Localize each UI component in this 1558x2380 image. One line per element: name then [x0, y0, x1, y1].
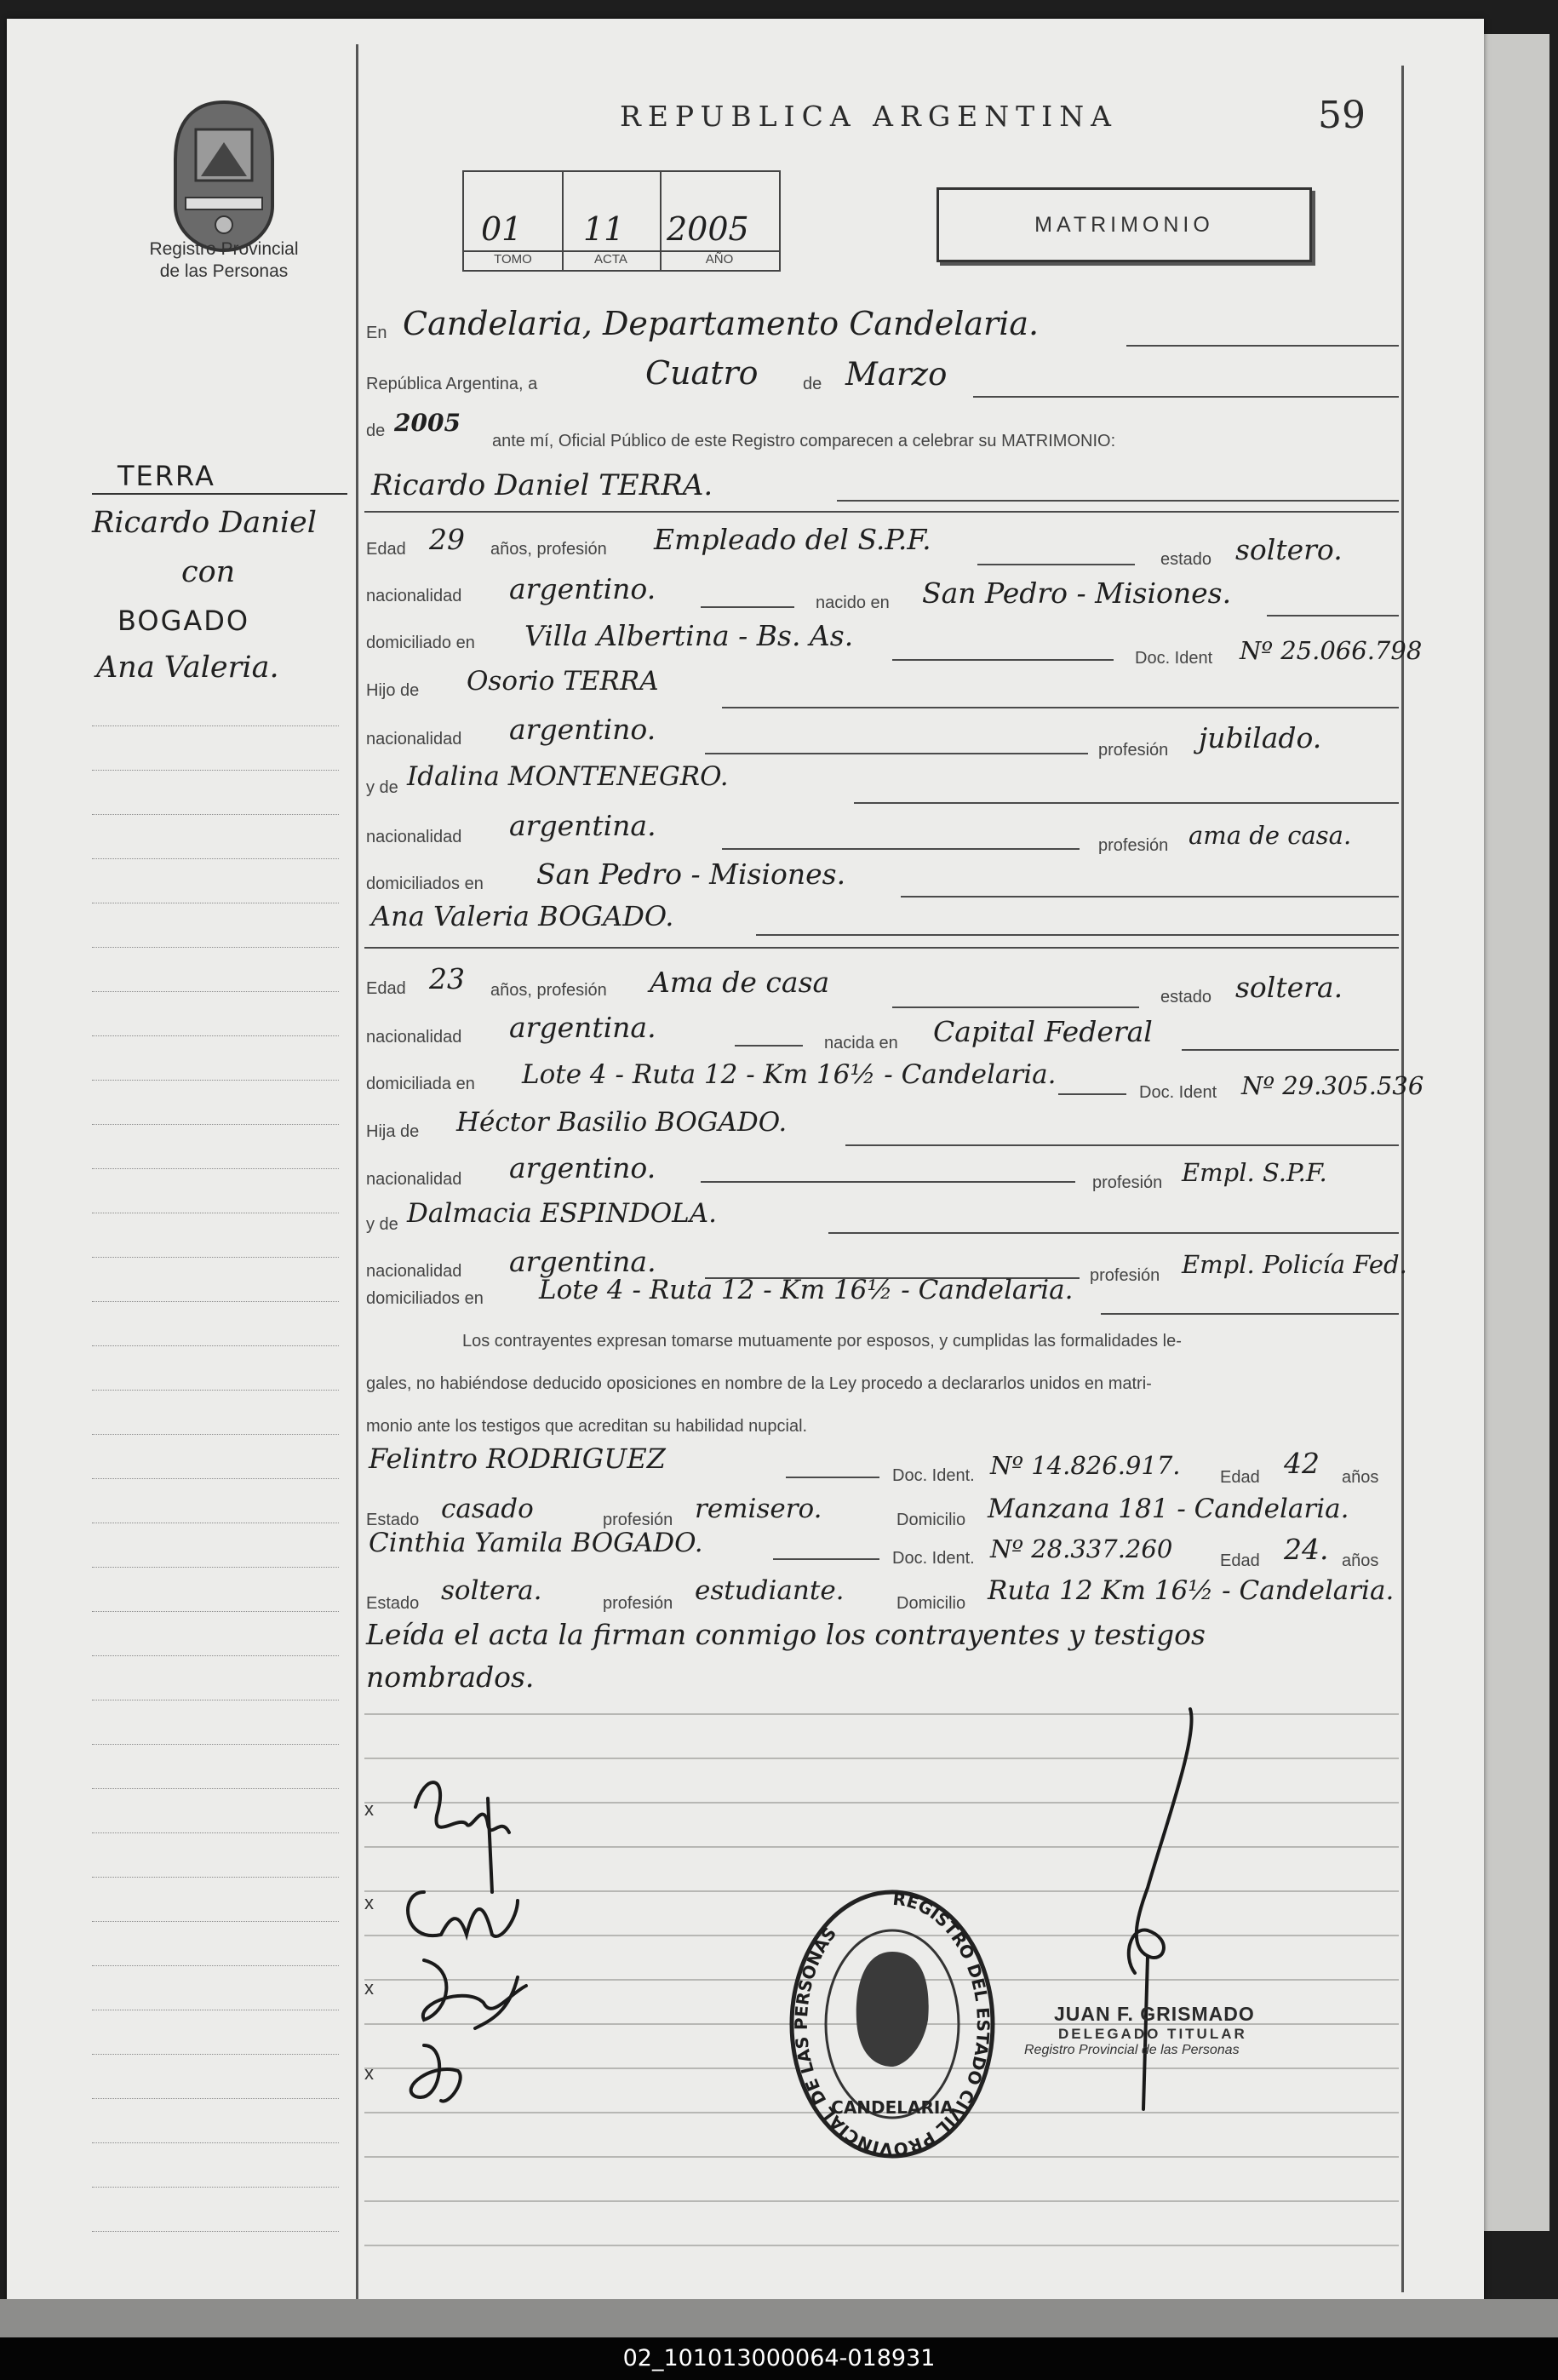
stamp-ring-text: REGISTRO DEL ESTADO CIVIL PROVINCIAL DE LAS PERSONAS: [790, 1888, 994, 2160]
groom-civil-status: soltero.: [1235, 533, 1343, 566]
footer-caption: 02_101013000064-018931: [0, 2337, 1558, 2380]
bride-profesion-label: años, profesión: [490, 981, 607, 1000]
anio-value: 2005: [667, 210, 749, 248]
bride-doc-label: Doc. Ident: [1139, 1083, 1217, 1102]
en-label: En: [366, 324, 387, 342]
groom-domicile: Villa Albertina - Bs. As.: [524, 619, 854, 652]
groom-doc-label: Doc. Ident: [1135, 649, 1213, 668]
official-signature: [1097, 1700, 1224, 2126]
registry-name-line2: de las Personas: [159, 261, 289, 281]
margin-bride-surname: BOGADO: [117, 605, 250, 637]
bride-mother-profession: Empl. Policía Fed.: [1182, 1250, 1407, 1279]
margin-dotted-line: [92, 1655, 339, 1656]
groom-doc: Nº 25.066.798: [1240, 636, 1423, 665]
witness1-doc: Nº 14.826.917.: [990, 1451, 1181, 1480]
tomo-label: TOMO: [494, 252, 532, 267]
declaration-line2: gales, no habiéndose deducido oposiciones en nombre de la Ley procedo a declararlos unidos en matri-: [366, 1374, 1152, 1393]
signature-mark-2: x: [364, 1892, 374, 1913]
bride-birthplace: Capital Federal: [933, 1015, 1153, 1048]
margin-dotted-line: [92, 947, 339, 948]
margin-dotted-line: [92, 2187, 339, 2188]
margin-dotted-line: [92, 1877, 339, 1878]
witness1-profession: remisero.: [695, 1494, 822, 1524]
contracting-party-signatures: [390, 1764, 594, 2122]
groom-mother-label: y de: [366, 778, 398, 797]
day-value: Cuatro: [645, 354, 759, 392]
bride-full-name: Ana Valeria BOGADO.: [371, 900, 674, 932]
bride-father-nationality: argentino.: [509, 1151, 656, 1184]
right-border: [1401, 66, 1404, 2292]
page-edge: [1481, 34, 1549, 2231]
record-number-box: [462, 170, 781, 272]
margin-dotted-line: [92, 1567, 339, 1568]
margin-dotted-line: [92, 1832, 339, 1833]
groom-father-nat-label: nacionalidad: [366, 730, 462, 748]
margin-bride-names: Ana Valeria.: [96, 651, 279, 685]
closing-line2: nombrados.: [366, 1660, 535, 1694]
witness1-edad-label: Edad: [1220, 1468, 1260, 1487]
place-value: Candelaria, Departamento Candelaria.: [403, 305, 1040, 342]
bride-mother-nationality: argentina.: [509, 1245, 656, 1278]
groom-estado-label: estado: [1160, 550, 1212, 569]
margin-dotted-line: [92, 1921, 339, 1922]
groom-nacionalidad-label: nacionalidad: [366, 587, 462, 605]
groom-father-profession: jubilado.: [1199, 721, 1322, 754]
signature-mark-1: x: [364, 1798, 374, 1820]
scan-bottom-band: [0, 2299, 1558, 2337]
witness1-domicilio-label: Domicilio: [896, 1511, 966, 1529]
bride-nationality: argentina.: [509, 1011, 656, 1044]
witness1-domicile: Manzana 181 - Candelaria.: [988, 1494, 1349, 1524]
groom-mother: Idalina MONTENEGRO.: [407, 761, 729, 792]
margin-dotted-line: [92, 1744, 339, 1745]
margin-dotted-line: [92, 725, 339, 726]
margin-dotted-line: [92, 991, 339, 992]
witness2-doc-label: Doc. Ident.: [892, 1549, 975, 1568]
record-type-box: MATRIMONIO: [937, 187, 1312, 262]
witness2-anios-label: años: [1342, 1551, 1379, 1570]
groom-profession: Empleado del S.P.F.: [654, 523, 931, 556]
declaration-line1: Los contrayentes expresan tomarse mutuamente por esposos, y cumplidas las formalidades le-: [462, 1332, 1182, 1351]
margin-dotted-line: [92, 1390, 339, 1391]
groom-full-name: Ricardo Daniel TERRA.: [371, 468, 713, 502]
witness2-edad-label: Edad: [1220, 1551, 1260, 1570]
margin-divider: [356, 44, 358, 2309]
margin-dotted-line: [92, 1257, 339, 1258]
margin-groom-names: Ricardo Daniel: [92, 506, 317, 540]
margin-dotted-line: [92, 1035, 339, 1036]
margin-dotted-line: [92, 1434, 339, 1435]
bride-edad-label: Edad: [366, 979, 406, 998]
bride-age: 23: [429, 962, 465, 995]
bride-father-prof-label: profesión: [1092, 1173, 1163, 1192]
bride-mother: Dalmacia ESPINDOLA.: [407, 1198, 717, 1229]
groom-parents-dom-label: domiciliados en: [366, 875, 484, 893]
margin-dotted-line: [92, 1478, 339, 1479]
margin-dotted-line: [92, 1080, 339, 1081]
margin-dotted-line: [92, 1124, 339, 1125]
groom-profesion-label: años, profesión: [490, 540, 607, 559]
groom-parents-domicile: San Pedro - Misiones.: [536, 857, 846, 891]
bride-nacida-label: nacida en: [824, 1034, 898, 1052]
month-value: Marzo: [845, 356, 948, 393]
groom-domicilio-label: domiciliado en: [366, 634, 475, 652]
intro-statement: ante mí, Oficial Público de este Registro comparecen a celebrar su MATRIMONIO:: [492, 432, 1116, 450]
margin-dotted-line: [92, 2231, 339, 2232]
bride-doc: Nº 29.305.536: [1241, 1071, 1424, 1100]
groom-father-label: Hijo de: [366, 681, 420, 700]
anio-label: AÑO: [705, 252, 734, 267]
witness2-profesion-label: profesión: [603, 1594, 673, 1613]
country-title: REPUBLICA ARGENTINA: [620, 100, 1118, 133]
acta-value: 11: [583, 210, 625, 248]
record-sheet: [7, 19, 1484, 2342]
bride-mother-label: y de: [366, 1215, 398, 1234]
margin-dotted-line: [92, 2054, 339, 2055]
declaration-line3: monio ante los testigos que acreditan su habilidad nupcial.: [366, 1417, 808, 1436]
signature-mark-3: x: [364, 1977, 374, 1999]
groom-mother-profession: ama de casa.: [1189, 821, 1352, 850]
groom-edad-label: Edad: [366, 540, 406, 559]
groom-mother-nationality: argentina.: [509, 809, 656, 842]
bride-civil-status: soltera.: [1235, 971, 1343, 1004]
bride-mother-prof-label: profesión: [1090, 1266, 1160, 1285]
year-prefix: de: [366, 422, 386, 440]
groom-father-nationality: argentino.: [509, 713, 656, 746]
margin-dotted-line: [92, 1965, 339, 1966]
margin-dotted-line: [92, 2098, 339, 2099]
groom-mother-nat-label: nacionalidad: [366, 828, 462, 846]
margin-groom-surname: TERRA: [117, 460, 215, 492]
margin-dotted-line: [92, 770, 339, 771]
witness2-name: Cinthia Yamila BOGADO.: [369, 1528, 703, 1558]
year-value: 2005: [394, 409, 461, 437]
body-ruled-line: [364, 2200, 1399, 2202]
official-stamp: [782, 1871, 1003, 2160]
witness1-name: Felintro RODRIGUEZ: [369, 1442, 666, 1475]
de-label: de: [803, 375, 822, 393]
groom-mother-prof-label: profesión: [1098, 836, 1169, 855]
tomo-value: 01: [481, 210, 523, 248]
witness1-estado-label: Estado: [366, 1511, 420, 1529]
bride-estado-label: estado: [1160, 988, 1212, 1006]
witness1-anios-label: años: [1342, 1468, 1379, 1487]
groom-nationality: argentino.: [509, 572, 656, 605]
witness2-civil-status: soltera.: [441, 1575, 542, 1606]
bride-parents-domicile: Lote 4 - Ruta 12 - Km 16½ - Candelaria.: [539, 1275, 1074, 1305]
registry-name: [117, 238, 330, 283]
bride-domicilio-label: domiciliada en: [366, 1075, 475, 1093]
margin-dotted-line: [92, 1345, 339, 1346]
groom-nacido-label: nacido en: [816, 594, 890, 612]
closing-line1: Leída el acta la firman conmigo los contrayentes y testigos: [366, 1618, 1206, 1651]
margin-dotted-line: [92, 1788, 339, 1789]
signature-mark-4: x: [364, 2062, 374, 2084]
acta-label: ACTA: [594, 252, 627, 267]
bride-domicile: Lote 4 - Ruta 12 - Km 16½ - Candelaria.: [522, 1059, 1057, 1090]
witness1-profesion-label: profesión: [603, 1511, 673, 1529]
official-name: JUAN F. GRISMADO: [1054, 2003, 1255, 2025]
margin-dotted-line: [92, 858, 339, 859]
witness1-doc-label: Doc. Ident.: [892, 1466, 975, 1485]
bride-father: Héctor Basilio BOGADO.: [456, 1107, 788, 1138]
body-ruled-line: [364, 1713, 1399, 1715]
official-block: [1024, 2003, 1335, 2058]
bride-nacionalidad-label: nacionalidad: [366, 1028, 462, 1047]
official-office: Registro Provincial de las Personas: [1024, 2043, 1240, 2057]
body-ruled-line: [364, 2245, 1399, 2246]
margin-dotted-line: [92, 1611, 339, 1612]
witness2-domicile: Ruta 12 Km 16½ - Candelaria.: [988, 1575, 1395, 1606]
margin-dotted-line: [92, 2142, 339, 2143]
groom-birthplace: San Pedro - Misiones.: [922, 576, 1232, 610]
witness1-civil-status: casado: [441, 1494, 534, 1524]
witness2-profession: estudiante.: [695, 1575, 845, 1606]
bride-father-profession: Empl. S.P.F.: [1182, 1158, 1327, 1187]
body-ruled-line: [364, 1758, 1399, 1759]
witness2-age: 24.: [1284, 1533, 1329, 1566]
witness2-estado-label: Estado: [366, 1594, 420, 1613]
witness2-domicilio-label: Domicilio: [896, 1594, 966, 1613]
bride-mother-nat-label: nacionalidad: [366, 1262, 462, 1281]
groom-age: 29: [429, 523, 465, 556]
republic-label: República Argentina, a: [366, 375, 538, 393]
groom-father: Osorio TERRA: [467, 666, 659, 697]
witness2-doc: Nº 28.337.260: [990, 1534, 1173, 1563]
registry-name-line1: Registro Provincial: [149, 239, 299, 259]
bride-father-label: Hija de: [366, 1122, 420, 1141]
bride-profession: Ama de casa: [650, 966, 830, 999]
margin-dotted-line: [92, 814, 339, 815]
witness1-age: 42: [1284, 1447, 1320, 1480]
official-title: DELEGADO TITULAR: [1058, 2026, 1247, 2042]
bride-father-nat-label: nacionalidad: [366, 1170, 462, 1189]
groom-father-prof-label: profesión: [1098, 741, 1169, 760]
margin-dotted-line: [92, 1301, 339, 1302]
margin-connector: con: [181, 555, 236, 589]
page-number: 59: [1318, 94, 1366, 137]
stamp-center-text: CANDELARIA: [831, 2097, 954, 2118]
bride-parents-dom-label: domiciliados en: [366, 1289, 484, 1308]
margin-dotted-line: [92, 1168, 339, 1169]
registry-seal-icon: [160, 95, 288, 257]
